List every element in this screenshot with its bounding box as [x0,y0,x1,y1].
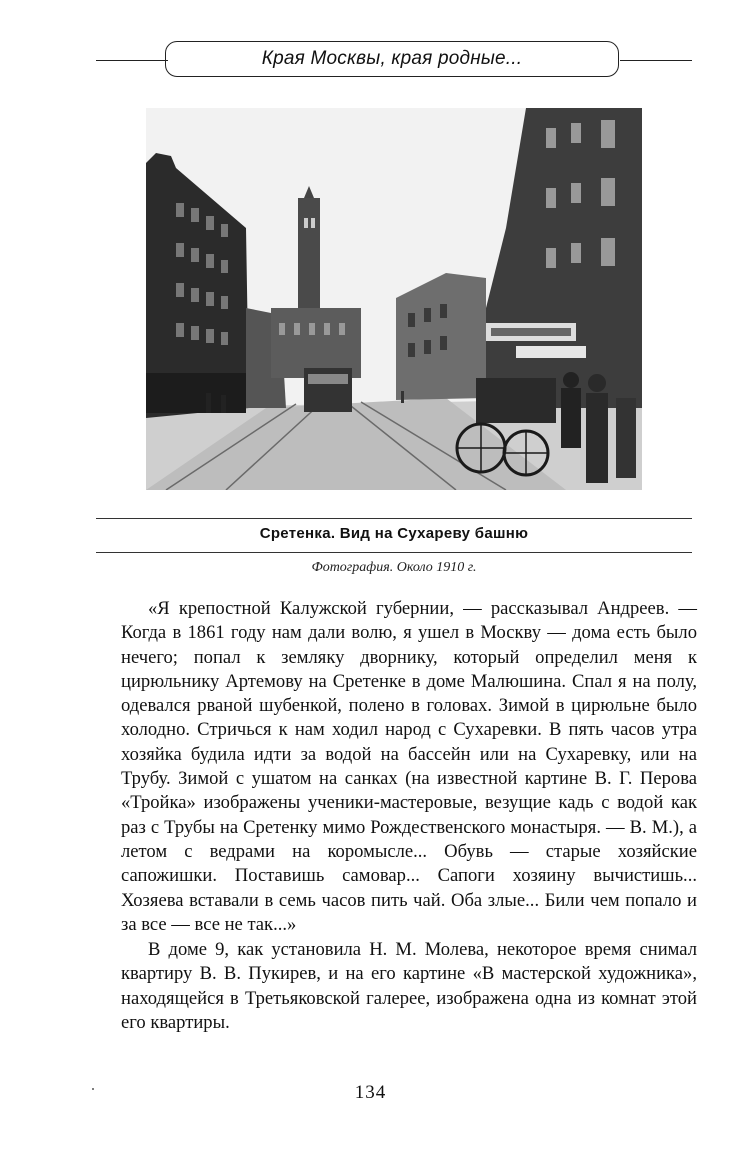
paragraph: «Я крепостной Калужской губернии, — рассказывал Андреев. — Когда в 1861 году нам дали волю, я ушел в Москву — дома есть было нечего; попал к земляку дворнику, который определил меня к цирюльнику Артемову на Сретенке в доме Малюшина. Спал я на полу, одевался рваной шубенкой, полено в головах. Зимой в цирюльне было холодно. Стричься к нам ходил народ с Сухаревки. В пять часов утра хозяйка будила идти за водой на бассейн или на Сухаревку, или на Трубу. Зимой с ушатом на санках (на известной картине В. Г. Перова «Тройка» изображены ученики-мастеровые, везущие кадь с водой как раз с Трубы на Сретенку мимо Рождественского монастыря. — В. М.), а летом с ведрами на коромысле... Обувь — старые хозяйские сапожишки. Поставишь самовар... Сапоги хозяину вычистишь... Хозяева вставали в семь часов пить чай. Оба злые... Били чем попало и за все — все не так...» [121,598,697,935]
figure-caption-subtitle: Фотография. Около 1910 г. [311,560,477,575]
running-title: Края Москвы, края родные... [261,48,523,69]
caption-rule-bottom [96,552,692,553]
header-rule-left [96,60,168,61]
figure-caption-title: Сретенка. Вид на Сухареву башню [259,525,529,542]
scan-speck [92,1088,94,1090]
running-header [165,41,619,77]
page-number: 134 [354,1082,387,1103]
caption-rule-top [96,518,692,519]
header-rule-right [620,60,692,61]
body-text [121,597,697,1035]
street-photograph [146,108,642,490]
paragraph: В доме 9, как установила Н. М. Молева, некоторое время снимал квартиру В. В. Пукирев, и на его картине «В мастерской художника», находящейся в Третьяковской галерее, изображена одна из комнат этой его квартиры. [121,939,697,1034]
